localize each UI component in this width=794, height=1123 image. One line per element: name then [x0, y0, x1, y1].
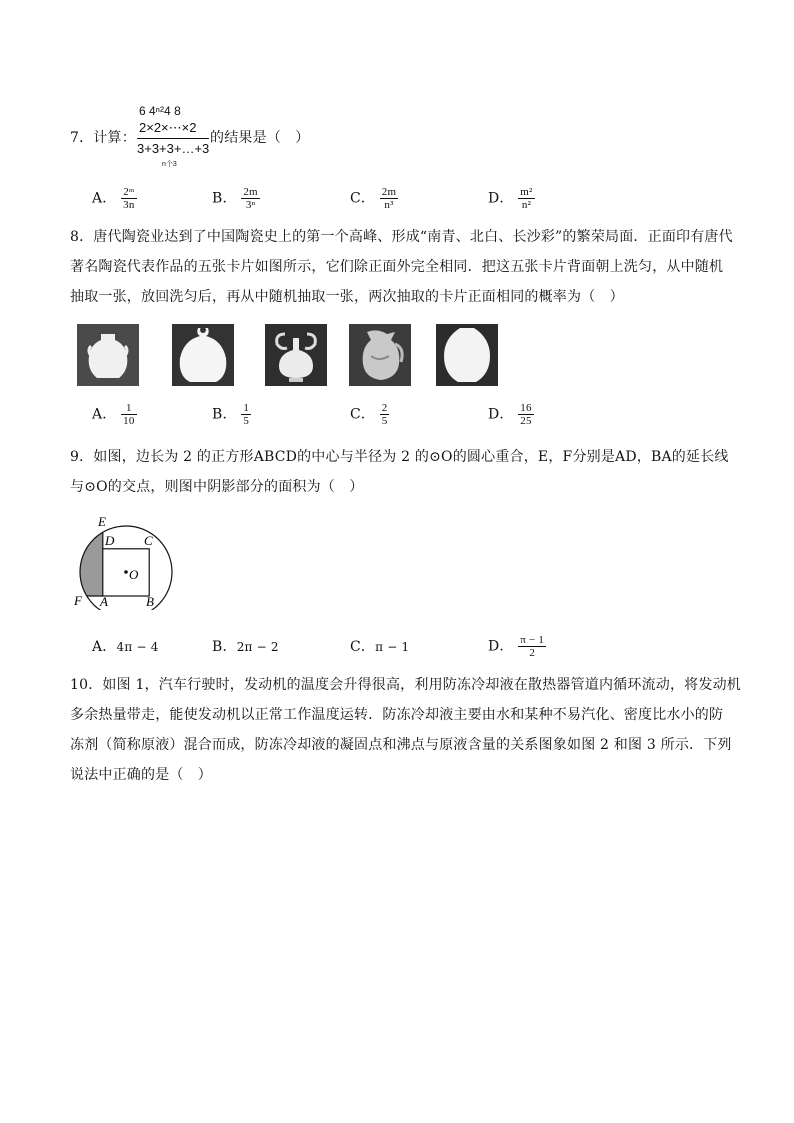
- option-label: C．: [350, 639, 376, 655]
- label-f: F: [74, 593, 82, 608]
- option-text: π − 1: [375, 640, 410, 654]
- option-num: 2m: [243, 186, 258, 198]
- label-a: A: [100, 594, 108, 609]
- option-label: B．: [212, 639, 237, 655]
- option-den: 2: [529, 647, 536, 659]
- option-den: 25: [520, 415, 532, 427]
- option-label: C．: [350, 406, 376, 423]
- option-num: π − 1: [520, 634, 545, 646]
- q8-option-c: [350, 402, 389, 427]
- center-point: [124, 570, 128, 574]
- option-label: A．: [92, 190, 117, 207]
- option-label: A．: [92, 406, 117, 423]
- option-label: C．: [350, 190, 376, 207]
- option-text: 2π − 2: [236, 640, 279, 654]
- option-den: n³: [384, 199, 394, 211]
- q8-option-b: [212, 402, 251, 427]
- option-num: 2m: [381, 186, 397, 198]
- vase-jar-icon: [77, 324, 139, 386]
- q10-line-3: 冻剂（简称原液）混合而成，防冻冷却液的凝固点和沸点与原液含量的关系图象如图 2 和图 3 所示．下列: [70, 737, 732, 753]
- q9-option-c: [350, 637, 409, 657]
- option-text: 4π − 4: [116, 640, 159, 654]
- option-den: 10: [123, 415, 135, 427]
- q7-suffix: 的结果是（ ）: [210, 130, 310, 146]
- q7-option-c: [350, 186, 398, 211]
- oval-jar-icon: [436, 324, 498, 386]
- ewer-icon: [349, 324, 411, 386]
- option-den: 5: [381, 415, 388, 427]
- q8-option-a: [92, 402, 137, 427]
- label-o: O: [129, 567, 139, 582]
- label-b: B: [146, 594, 154, 609]
- option-den: 3ⁿ: [245, 199, 256, 211]
- label-c: C: [144, 533, 153, 548]
- q10-line-2: 多余热量带走，能使发动机以正常工作温度运转．防冻冷却液主要由水和某种不易汽化、密度比水小的防: [70, 707, 724, 723]
- q8-line-3: 抽取一张，放回洗匀后，再从中随机抽取一张，两次抽取的卡片正面相同的概率为（ ）: [70, 289, 624, 305]
- q7-fraction-numerator: 2×2×⋯×2: [139, 120, 197, 135]
- q8-line-2: 著名陶瓷代表作品的五张卡片如图所示，它们除正面外完全相同．把这五张卡片背面朝上洗匀，从中随机: [70, 259, 724, 275]
- twin-ewer-icon: [265, 324, 327, 386]
- option-den: n²: [521, 199, 532, 211]
- q10-line-1: 10．如图 1，汽车行驶时，发动机的温度会升得很高，利用防冻冷却液在散热器管道内循环流动，将发动机: [70, 677, 741, 693]
- option-num: 2ᵐ: [121, 186, 136, 199]
- option-label: D．: [488, 638, 514, 655]
- label-d: D: [105, 533, 115, 548]
- q7-fraction-denominator: 3+3+3+…+3: [137, 141, 210, 156]
- option-label: B．: [212, 406, 237, 423]
- q9-option-b: [212, 637, 279, 657]
- q9-line-2: 与⊙O的交点，则图中阴影部分的面积为（ ）: [70, 479, 364, 495]
- option-den: 5: [243, 415, 250, 427]
- option-label: B．: [212, 190, 237, 207]
- option-num: 1: [121, 402, 136, 415]
- q7-option-d: [488, 186, 535, 211]
- q7-option-b: [212, 186, 260, 211]
- option-num: 1: [243, 402, 250, 414]
- q7-denominator-sub: n个3: [162, 161, 177, 168]
- q7-option-a: [92, 186, 137, 211]
- q9-geometry-figure: [70, 510, 180, 610]
- round-jar-icon: [172, 324, 234, 386]
- option-label: D．: [488, 190, 514, 207]
- q9-option-d: [488, 634, 546, 659]
- q7-prefix: 7．计算：: [70, 130, 136, 146]
- q7-numerator-top: 6 4ⁿ²4 8: [139, 104, 181, 118]
- option-label: D．: [488, 406, 514, 423]
- q9-option-a: [92, 637, 159, 657]
- option-label: A．: [92, 639, 117, 655]
- q8-option-d: [488, 402, 534, 427]
- label-e: E: [98, 514, 106, 529]
- option-den: 3n: [123, 199, 135, 211]
- q7-fraction-bar: [137, 138, 209, 139]
- option-num: 16: [520, 402, 532, 414]
- option-num: 2: [381, 402, 388, 414]
- option-num: m²: [520, 186, 533, 198]
- q10-line-4: 说法中正确的是（ ）: [70, 767, 212, 783]
- q8-line-1: 8．唐代陶瓷业达到了中国陶瓷史上的第一个高峰、形成“南青、北白、长沙彩”的繁荣局面．正面印有唐代: [70, 229, 733, 245]
- q9-line-1: 9．如图，边长为 2 的正方形ABCD的中心与半径为 2 的⊙O的圆心重合，E，F分别是AD，BA的延长线: [70, 449, 729, 465]
